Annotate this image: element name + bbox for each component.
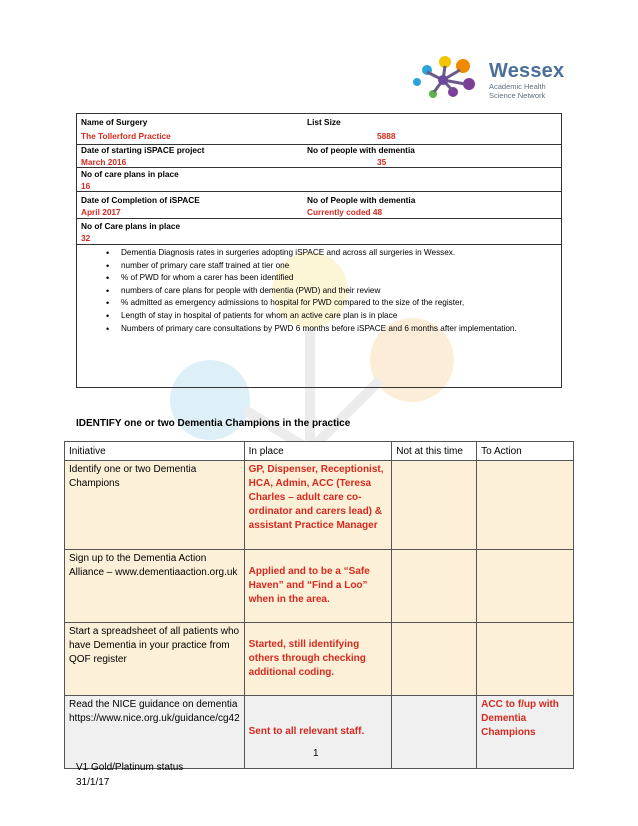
- info-row-surgery: [77, 114, 561, 145]
- initiative-cell: Sign up to the Dementia Action Alliance – www.dementiaaction.org.uk: [65, 550, 245, 623]
- list-size-label: List Size: [307, 117, 341, 127]
- page-number: 1: [313, 748, 319, 759]
- metrics-bullet-list: [77, 247, 561, 335]
- not-at-this-time-cell: [392, 623, 477, 696]
- to-action-cell: [477, 623, 574, 696]
- list-item: • Dementia Diagnosis rates in surgeries adopting iSPACE and across all surgeries in Wessex.: [106, 248, 456, 258]
- initiative-cell: Read the NICE guidance on dementia https://www.nice.org.uk/guidance/cg42: [65, 696, 245, 769]
- careplans-label: No of care plans in place: [81, 169, 179, 179]
- not-at-this-time-cell: [392, 696, 477, 769]
- start-date-value: March 2016: [81, 157, 127, 167]
- careplans2-label: No of Care plans in place: [81, 221, 181, 231]
- table-row: [65, 461, 574, 550]
- list-item: • numbers of care plans for people with dementia (PWD) and their review: [106, 285, 381, 296]
- to-action-cell: [477, 461, 574, 550]
- careplans2-value: 32: [81, 233, 91, 243]
- table-row: [65, 623, 574, 696]
- bullet-icon: •: [106, 273, 110, 284]
- to-action-cell: [477, 550, 574, 623]
- info-row-completion: [77, 192, 561, 219]
- completion-date-value: April 2017: [81, 207, 121, 217]
- info-row-careplans: [77, 168, 561, 192]
- initiative-cell: Identify one or two Dementia Champions: [65, 461, 245, 550]
- identify-heading: IDENTIFY one or two Dementia Champions in the practice: [76, 418, 351, 429]
- list-item: • number of primary care staff trained at tier one: [106, 260, 290, 271]
- initiatives-table: [64, 441, 574, 769]
- surgery-name-label: Name of Surgery: [81, 117, 148, 127]
- bullet-icon: •: [106, 310, 110, 321]
- header-not-at-this-time: Not at this time: [392, 442, 477, 461]
- bullet-icon: •: [106, 285, 110, 296]
- table-header-row: [65, 442, 574, 461]
- header-initiative: Initiative: [65, 442, 245, 461]
- bullet-icon: •: [106, 323, 110, 334]
- footer: [76, 760, 183, 790]
- initiative-cell: Start a spreadsheet of all patients who have Dementia in your practice from QOF register: [65, 623, 245, 696]
- wessex-logo: [405, 52, 575, 107]
- careplans-value: 16: [81, 181, 91, 191]
- list-item: • Numbers of primary care consultations by PWD 6 months before iSPACE and 6 months after implementation.: [106, 323, 517, 334]
- list-size-value: 5888: [377, 131, 396, 141]
- not-at-this-time-cell: [392, 461, 477, 550]
- header-to-action: To Action: [477, 442, 574, 461]
- logo-subtitle-line-2: Science Network: [489, 90, 546, 100]
- list-item: • % of PWD for whom a carer has been identified: [106, 273, 294, 284]
- dementia-count-label: No of people with dementia: [307, 145, 415, 155]
- bullet-icon: •: [106, 260, 110, 271]
- footer-date: 31/1/17: [76, 777, 110, 788]
- logo-subtitle: [489, 83, 579, 100]
- to-action-cell: ACC to f/up with Dementia Champions: [477, 696, 574, 769]
- logo-subtitle-line-1: Academic Health: [489, 82, 546, 91]
- list-item: • Length of stay in hospital of patients for whom an active care plan is in place: [106, 310, 398, 321]
- in-place-cell: Sent to all relevant staff.: [244, 696, 392, 769]
- header-in-place: In place: [244, 442, 392, 461]
- start-date-label: Date of starting iSPACE project: [81, 145, 205, 155]
- bullet-icon: •: [106, 298, 110, 309]
- footer-version: V1 Gold/Platinum status: [76, 762, 184, 773]
- completion-date-label: Date of Completion of iSPACE: [81, 195, 200, 205]
- logo-title: Wessex: [489, 60, 565, 82]
- table-row: [65, 550, 574, 623]
- in-place-cell: Started, still identifying others through checking additional coding.: [244, 623, 392, 696]
- table-row: [65, 696, 574, 769]
- wessex-logo-icon: [405, 52, 487, 107]
- info-row-careplans2: [77, 219, 561, 245]
- dementia-count2-value: Currently coded 48: [307, 207, 383, 217]
- not-at-this-time-cell: [392, 550, 477, 623]
- list-item: • % admitted as emergency admissions to hospital for PWD compared to the size of the register,: [106, 298, 465, 309]
- surgery-info-table: [76, 113, 562, 388]
- bullet-icon: •: [106, 248, 110, 258]
- dementia-count2-label: No of People with dementia: [307, 195, 416, 205]
- info-row-start: [77, 145, 561, 168]
- dementia-count-value: 35: [377, 157, 387, 167]
- in-place-cell: GP, Dispenser, Receptionist, HCA, Admin, ACC (Teresa Charles – adult care co-ordinator and carers lead) & assistant Practice Manager: [244, 461, 392, 550]
- in-place-cell: Applied and to be a “Safe Haven” and “Find a Loo” when in the area.: [244, 550, 392, 623]
- surgery-name-value: The Tollerford Practice: [81, 131, 171, 141]
